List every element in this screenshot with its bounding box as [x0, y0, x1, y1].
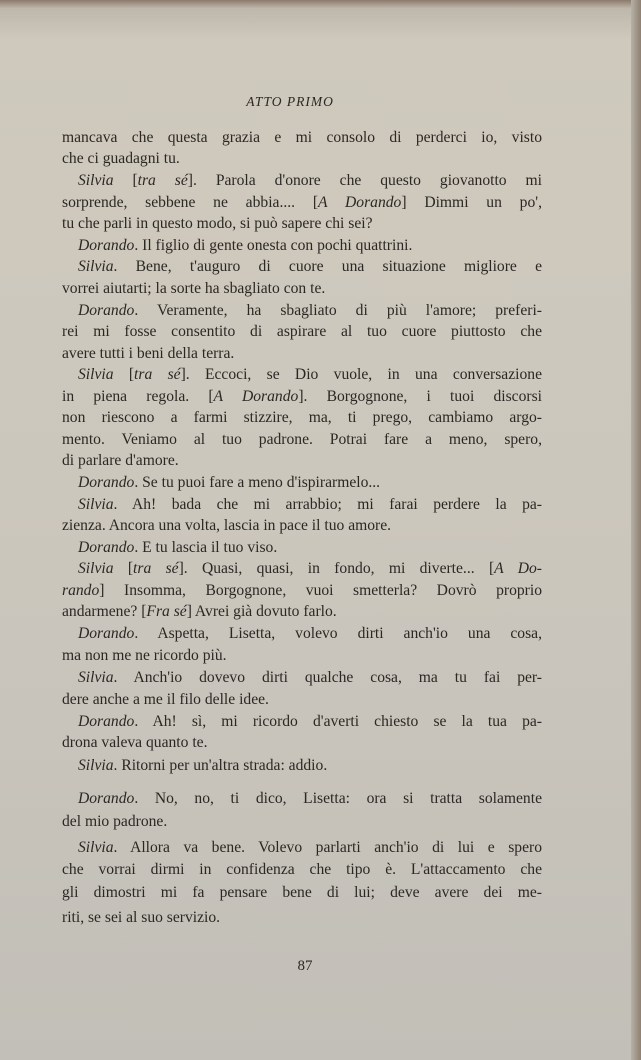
italic-text: Silvia — [78, 496, 114, 513]
text-segment: [ — [113, 560, 134, 577]
text-segment: andarmene? [ — [62, 603, 147, 620]
text-segment: in piena regola. [ — [62, 388, 214, 405]
text-line — [62, 884, 542, 902]
text-line — [62, 409, 542, 427]
text-segment: ]. Parola d'onore che questo giovanotto mi — [187, 172, 542, 189]
italic-text: Dorando — [78, 625, 135, 642]
italic-text: A Do- — [494, 560, 542, 577]
italic-text: tra sé — [137, 172, 188, 189]
text-segment: . Il figlio di gente onesta con pochi quattrini. — [134, 237, 413, 254]
running-header: ATTO PRIMO — [246, 94, 334, 109]
text-line — [78, 172, 542, 190]
text-segment: ]. Quasi, quasi, in fondo, mi diverte... [ — [178, 560, 495, 577]
text-segment: sorprende, sebbene ne abbia.... [ — [62, 194, 319, 211]
text-line — [62, 215, 542, 233]
text-line — [62, 150, 542, 168]
text-line — [62, 129, 542, 147]
italic-text: Silvia — [78, 560, 114, 577]
text-line — [78, 302, 542, 320]
text-line — [78, 839, 542, 857]
text-line — [78, 757, 542, 775]
text-segment: [ — [113, 172, 138, 189]
text-segment: . Bene, t'auguro di cuore una situazione migliore e — [113, 258, 542, 275]
page-number: 87 — [297, 958, 313, 974]
text-segment: zienza. Ancora una volta, lascia in pace il tuo amore. — [62, 517, 392, 534]
text-segment: . Anch'io dovevo dirti qualche cosa, ma tu fai per- — [113, 669, 542, 686]
text-line — [78, 713, 542, 731]
text-segment: del mio padrone. — [62, 813, 168, 830]
text-line — [78, 258, 542, 276]
text-line — [62, 388, 542, 406]
text-segment: gli dimostri mi fa pensare bene di lui; deve avere dei me- — [62, 884, 542, 901]
text-line — [62, 323, 542, 341]
italic-text: Silvia — [78, 839, 114, 856]
text-line — [62, 452, 542, 470]
text-line — [62, 734, 542, 752]
text-line — [62, 431, 542, 449]
page-right-edge — [631, 0, 641, 1060]
text-segment: avere tutti i beni della terra. — [62, 345, 235, 362]
text-segment: mancava che questa grazia e mi consolo di perderci io, visto — [62, 129, 542, 146]
text-line — [78, 366, 542, 384]
italic-text: Silvia — [78, 366, 114, 383]
text-segment: riti, se sei al suo servizio. — [62, 909, 221, 926]
text-line — [62, 517, 542, 535]
text-segment: ] Insomma, Borgognone, vuoi smetterla? Dovrò proprio — [99, 582, 542, 599]
text-segment: . No, no, ti dico, Lisetta: ora si tratta solamente — [134, 790, 542, 807]
text-line — [78, 669, 542, 687]
italic-text: Silvia — [78, 757, 114, 774]
text-segment: . Aspetta, Lisetta, volevo dirti anch'io una cosa, — [134, 625, 542, 642]
text-line — [62, 345, 542, 363]
text-segment: vorrei aiutarti; la sorte ha sbagliato con te. — [62, 280, 326, 297]
italic-text: Dorando — [78, 474, 135, 491]
text-line — [78, 790, 542, 808]
text-line — [78, 496, 542, 514]
text-segment: non riescono a farmi stizzire, ma, ti prego, cambiamo argo- — [62, 409, 542, 426]
italic-text: A Dorando — [318, 194, 402, 211]
text-line — [62, 582, 542, 600]
text-segment: . Allora va bene. Volevo parlarti anch'io di lui e spero — [113, 839, 542, 856]
text-line — [78, 237, 542, 255]
text-segment: . Se tu puoi fare a meno d'ispirarmelo... — [134, 474, 381, 491]
italic-text: A Dorando — [213, 388, 299, 405]
text-line — [62, 909, 542, 927]
italic-text: rando — [62, 582, 100, 599]
italic-text: Fra sé — [146, 603, 187, 620]
page-top-edge — [0, 0, 641, 8]
italic-text: Dorando — [78, 237, 135, 254]
text-segment: . Ritorni per un'altra strada: addio. — [113, 757, 328, 774]
text-segment: . E tu lascia il tuo viso. — [134, 539, 278, 556]
italic-text: Dorando — [78, 790, 135, 807]
text-line — [62, 813, 542, 831]
text-segment: ma non me ne ricordo più. — [62, 647, 227, 664]
text-segment: ] Dimmi un po', — [401, 194, 542, 211]
text-segment: [ — [113, 366, 135, 383]
text-segment: . Ah! sì, mi ricordo d'averti chiesto se la tua pa- — [134, 713, 542, 730]
text-segment: drona valeva quanto te. — [62, 734, 208, 751]
text-segment: ] Avrei già dovuto farlo. — [186, 603, 337, 620]
text-segment: tu che parli in questo modo, si può sapere chi sei? — [62, 215, 373, 232]
text-segment: che ci guadagni tu. — [62, 150, 180, 167]
text-line — [78, 625, 542, 643]
italic-text: Silvia — [78, 669, 114, 686]
italic-text: Silvia — [78, 172, 114, 189]
italic-text: Dorando — [78, 302, 135, 319]
text-segment: . Veramente, ha sbagliato di più l'amore; preferi- — [134, 302, 542, 319]
text-segment: rei mi fosse consentito di aspirare al tuo cuore piuttosto che — [62, 323, 542, 340]
text-line — [62, 194, 542, 212]
text-segment: dere anche a me il filo delle idee. — [62, 691, 269, 708]
text-line — [62, 280, 542, 298]
italic-text: Dorando — [78, 539, 135, 556]
text-segment: di parlare d'amore. — [62, 452, 179, 469]
italic-text: Silvia — [78, 258, 114, 275]
text-segment: mento. Veniamo al tuo padrone. Potrai fare a meno, spero, — [62, 431, 542, 448]
text-segment: . Ah! bada che mi arrabbio; mi farai perdere la pa- — [113, 496, 542, 513]
text-segment: ]. Borgognone, i tuoi discorsi — [298, 388, 542, 405]
text-line — [62, 603, 542, 621]
italic-text: tra sé — [134, 366, 181, 383]
text-segment: ]. Eccoci, se Dio vuole, in una conversazione — [180, 366, 543, 383]
italic-text: tra sé — [133, 560, 179, 577]
text-line — [78, 560, 542, 578]
text-line — [62, 647, 542, 665]
text-line — [62, 861, 542, 879]
text-segment: che vorrai dirmi in confidenza che tipo è. L'attaccamento che — [62, 861, 542, 878]
italic-text: Dorando — [78, 713, 135, 730]
text-line — [62, 691, 542, 709]
text-line — [78, 539, 542, 557]
text-line — [78, 474, 542, 492]
